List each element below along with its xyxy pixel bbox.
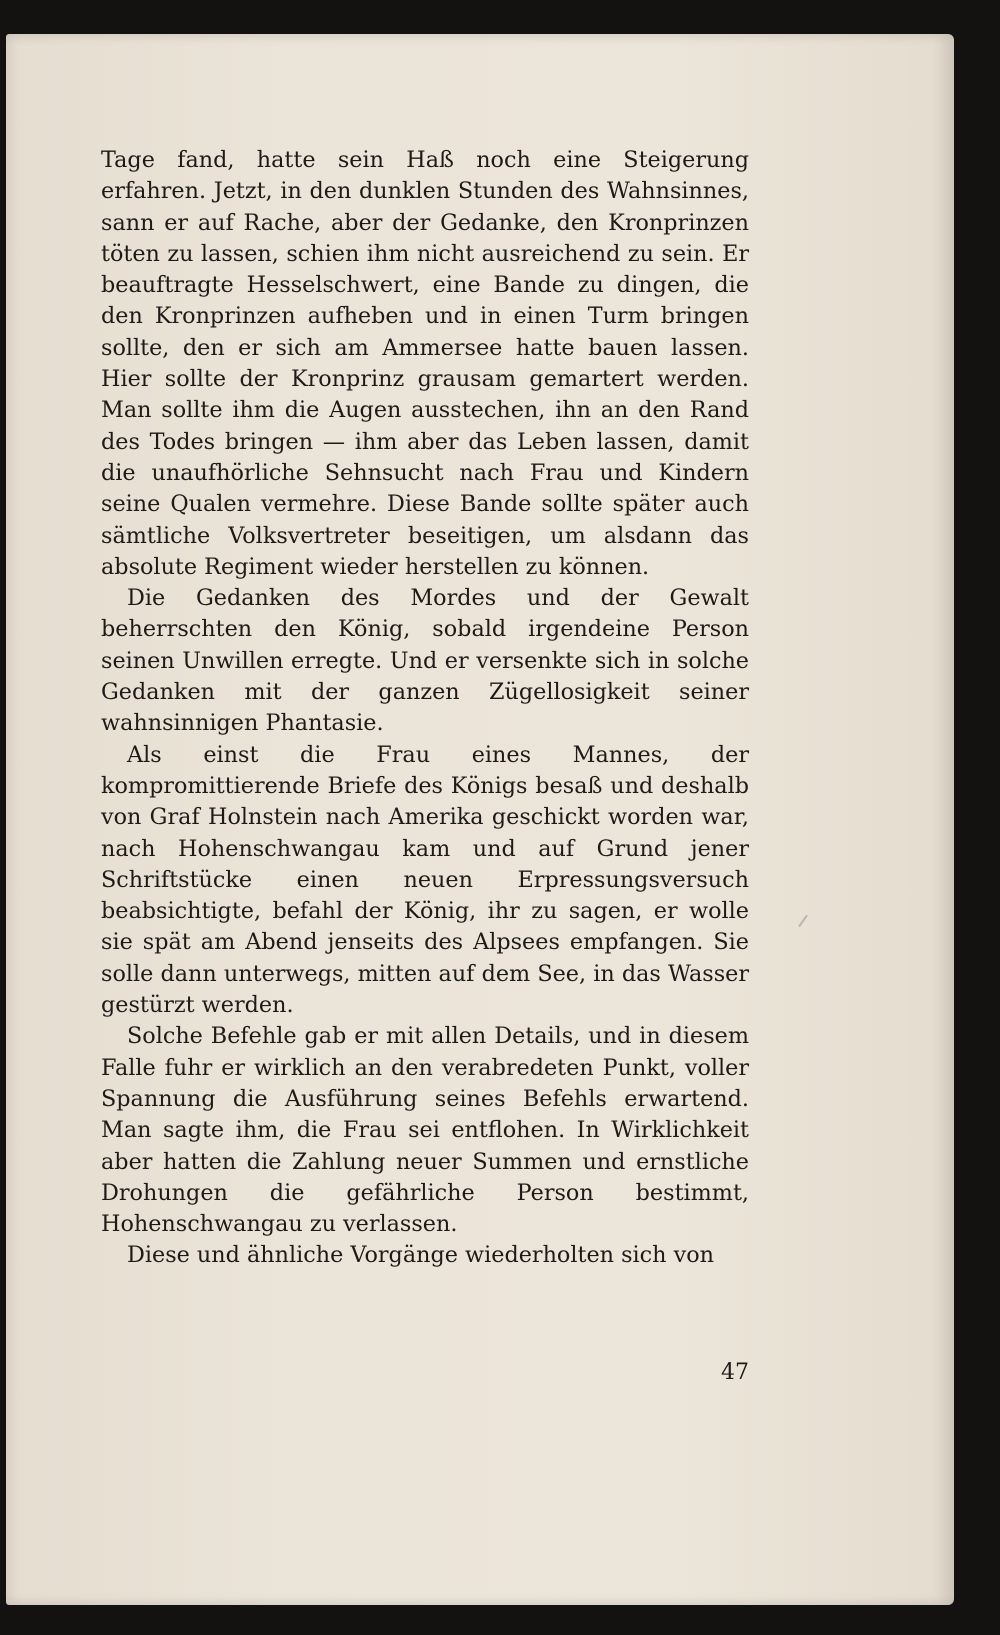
body-text [101, 145, 749, 1272]
paragraph-1: Tage fand, hatte sein Haß noch eine Steigerung erfahren. Jetzt, in den dunklen Stunden des Wahnsinnes, sann er auf Rache, aber der Gedanke, den Kronprinzen töten zu lassen, schien ihm nicht ausreichend zu sein. Er beauftragte Hesselschwert, eine Bande zu dingen, die den Kronprinzen aufheben und in einen Turm bringen sollte, den er sich am Ammersee hatte bauen lassen. Hier sollte der Kronprinz grausam gemartert werden. Man sollte ihm die Augen ausstechen, ihn an den Rand des Todes bringen — ihm aber das Leben lassen, damit die unaufhörliche Sehnsucht nach Frau und Kindern seine Qualen vermehre. Diese Bande sollte später auch sämtliche Volksvertreter beseitigen, um alsdann das absolute Regiment wieder herstellen zu können. [101, 147, 749, 580]
paragraph-3: Als einst die Frau eines Mannes, der kompromittierende Briefe des Königs besaß und deshalb von Graf Holnstein nach Amerika geschickt worden war, nach Hohenschwangau kam und auf Grund jener Schriftstücke einen neuen Erpressungsversuch beabsichtigte, befahl der König, ihr zu sagen, er wolle sie spät am Abend jenseits des Alpsees empfangen. Sie solle dann unterwegs, mitten auf dem See, in das Wasser gestürzt werden. [101, 741, 749, 1019]
paper-mark [798, 915, 808, 928]
page-number: 47 [721, 1360, 749, 1385]
paragraph-4: Solche Befehle gab er mit allen Details, und in diesem Falle fuhr er wirklich an den verabredeten Punkt, voller Spannung die Ausführung seines Befehls erwartend. Man sagte ihm, die Frau sei entflohen. In Wirklichkeit aber hatten die Zahlung neuer Summen und ernstliche Drohungen die gefährliche Person bestimmt, Hohenschwangau zu verlassen. [101, 1023, 749, 1238]
paragraph-2: Die Gedanken des Mordes und der Gewalt beherrschten den König, sobald irgendeine Person seinen Unwillen erregte. Und er versenkte sich in solche Gedanken mit der ganzen Zügellosigkeit seiner wahnsinnigen Phantasie. [101, 585, 749, 737]
paragraph-5: Diese und ähnliche Vorgänge wiederholten sich von [127, 1242, 714, 1269]
